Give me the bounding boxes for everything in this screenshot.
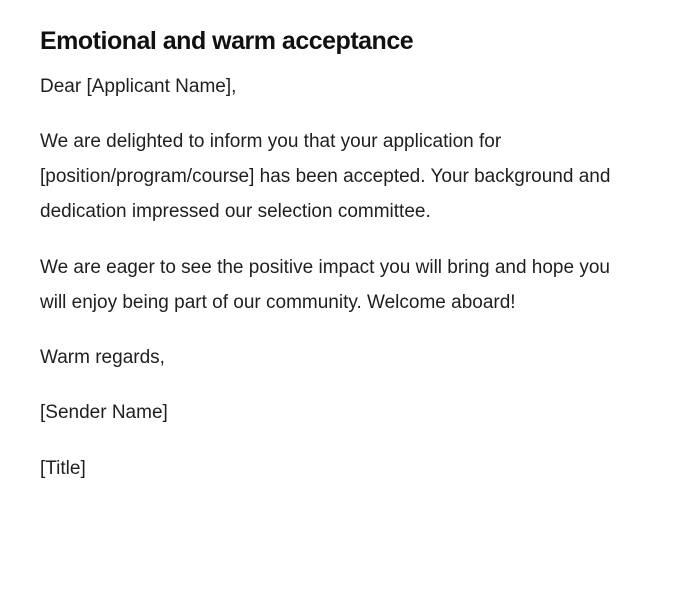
sender-title: [Title]: [40, 458, 86, 479]
sender-name: [Sender Name]: [40, 402, 168, 423]
letter-greeting: Dear [Applicant Name],: [40, 76, 237, 97]
letter-title: Emotional and warm acceptance: [40, 27, 414, 55]
letter-body-paragraph-2: We are eager to see the positive impact you will bring and hope you will enjoy being part of our community. Welcome aboard!: [40, 257, 610, 313]
letter: [40, 24, 640, 486]
letter-closing: Warm regards,: [40, 347, 165, 368]
letter-body-paragraph-1: We are delighted to inform you that your application for [position/program/course] has been accepted. Your background and dedication impressed our selection committee.: [40, 131, 611, 222]
